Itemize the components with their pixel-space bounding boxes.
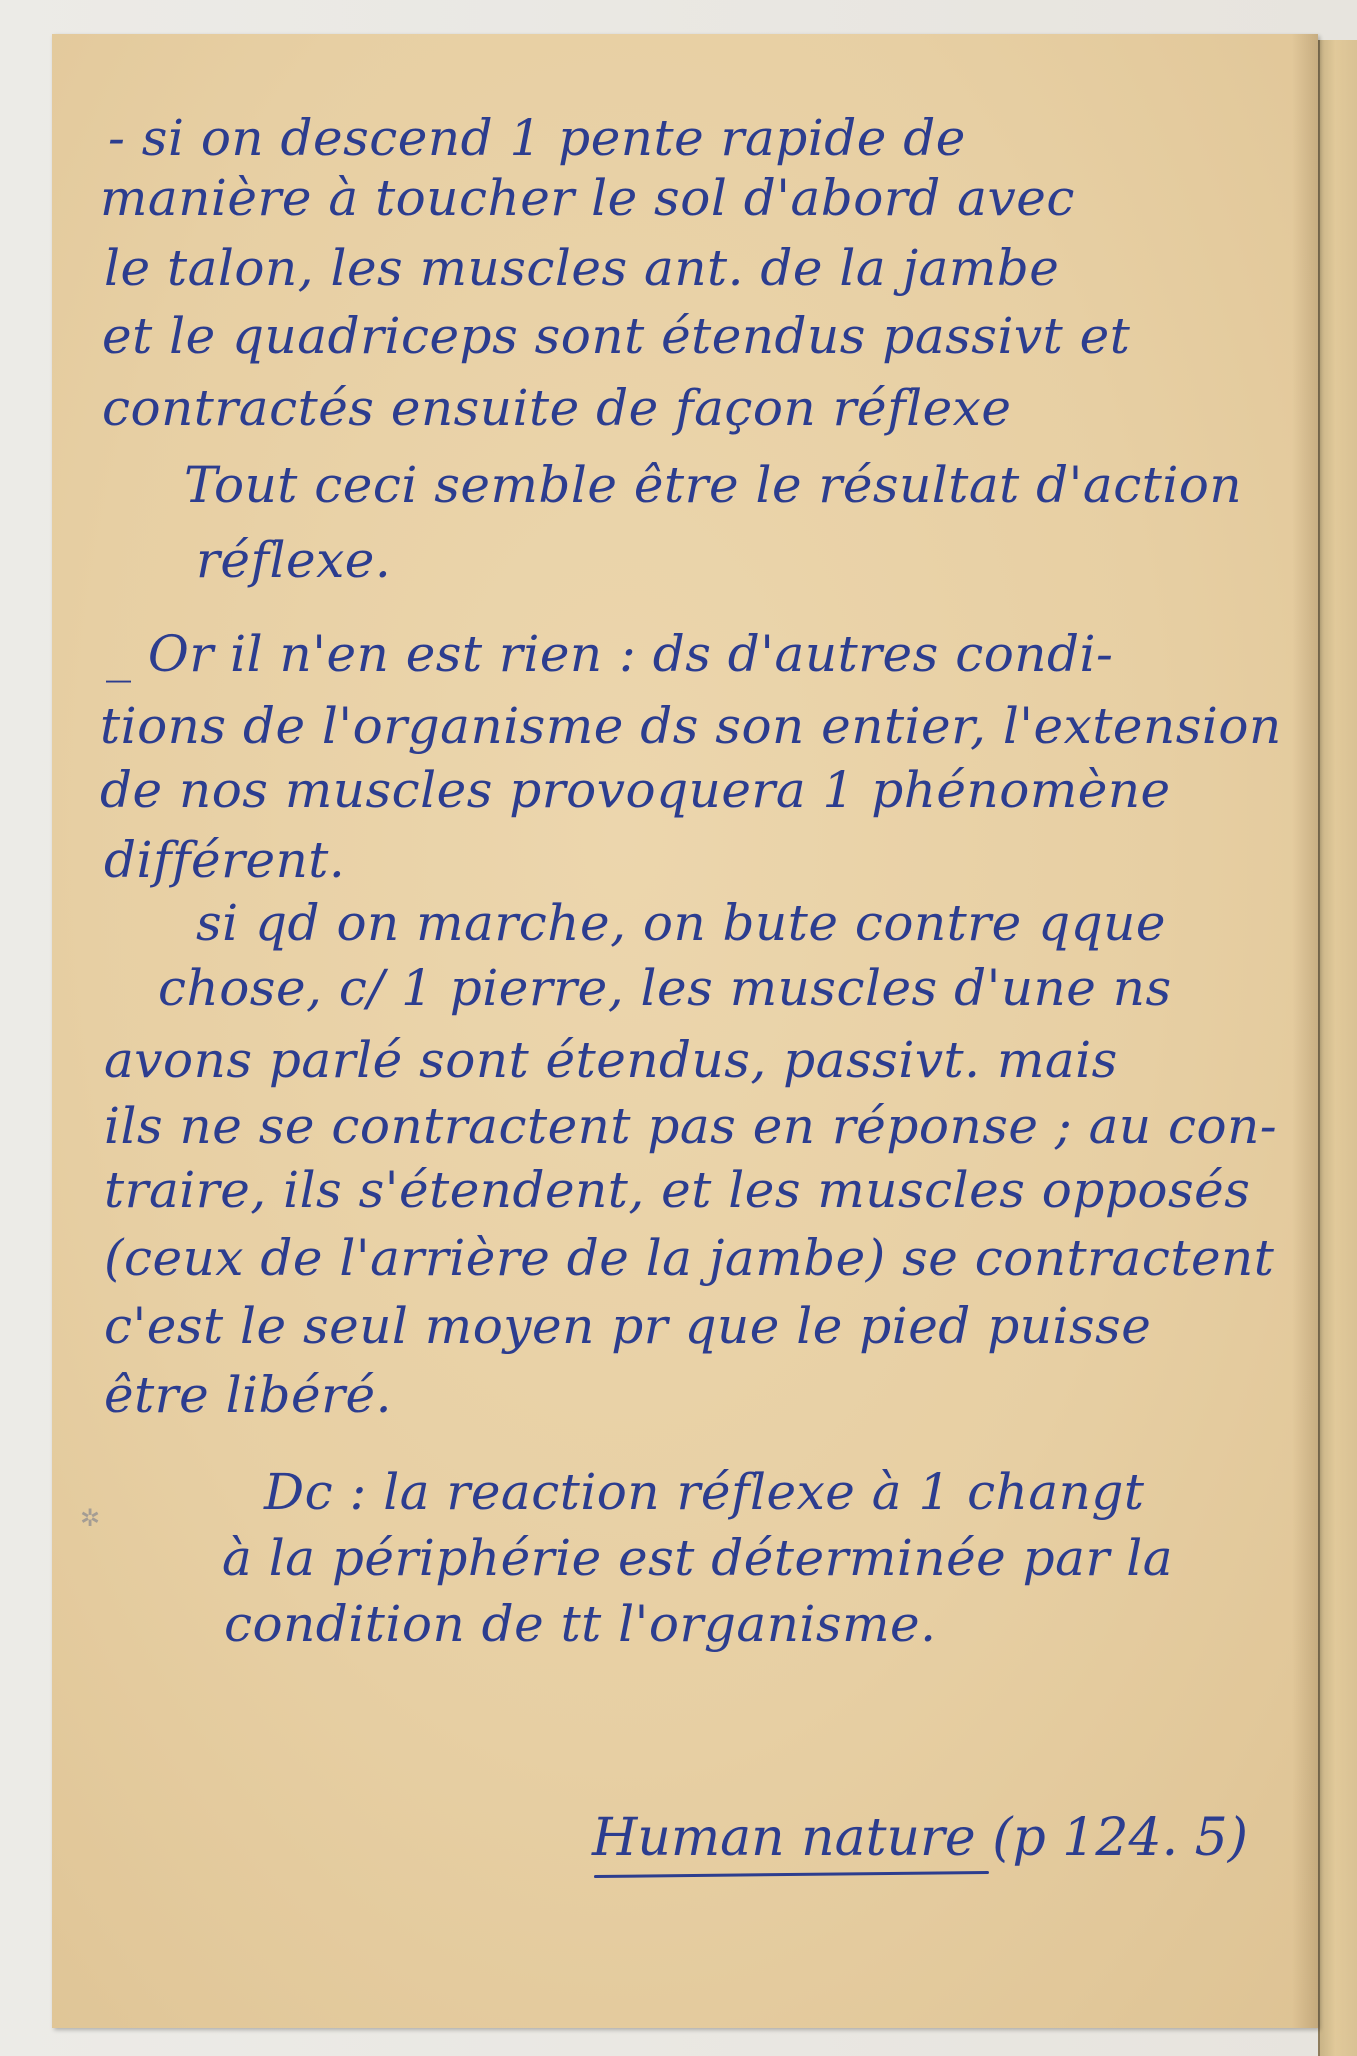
- manuscript-line-16: traire, ils s'étendent, et les muscles opposés: [104, 1161, 1251, 1219]
- manuscript-line-9: tions de l'organisme ds son entier, l'extension: [100, 697, 1282, 755]
- manuscript-line-7: réflexe.: [196, 531, 392, 589]
- manuscript-line-11: différent.: [104, 831, 346, 889]
- manuscript-line-1: - si on descend 1 pente rapide de: [108, 109, 966, 167]
- manuscript-line-13: chose, c/ 1 pierre, les muscles d'une ns: [158, 959, 1172, 1017]
- manuscript-line-8: _ Or il n'en est rien : ds d'autres condi-: [106, 625, 1114, 683]
- manuscript-line-10: de nos muscles provoquera 1 phénomène: [100, 761, 1171, 819]
- manuscript-line-6: Tout ceci semble être le résultat d'action: [184, 456, 1243, 514]
- adjacent-page-edge: [1318, 40, 1357, 2056]
- manuscript-line-5: contractés ensuite de façon réflexe: [102, 379, 1012, 437]
- manuscript-line-22: condition de tt l'organisme.: [224, 1595, 937, 1653]
- source-reference: Human nature (p 124. 5): [592, 1808, 1248, 1868]
- manuscript-line-15: ils ne se contractent pas en réponse ; au con-: [104, 1097, 1278, 1155]
- manuscript-line-17: (ceux de l'arrière de la jambe) se contractent: [104, 1229, 1275, 1287]
- page-shadow-edge: [1292, 34, 1318, 2028]
- manuscript-line-3: le talon, les muscles ant. de la jambe: [104, 239, 1060, 297]
- manuscript-line-21: à la périphérie est déterminée par la: [222, 1529, 1174, 1587]
- manuscript-line-14: avons parlé sont étendus, passivt. mais: [104, 1031, 1118, 1089]
- manuscript-line-12: si qd on marche, on bute contre qque: [196, 894, 1166, 952]
- manuscript-line-18: c'est le seul moyen pr que le pied puisse: [104, 1297, 1152, 1355]
- ink-smudge: ✲: [80, 1504, 101, 1532]
- manuscript-line-20: Dc : la reaction réflexe à 1 changt: [264, 1463, 1145, 1521]
- manuscript-line-2: manière à toucher le sol d'abord avec: [100, 169, 1075, 227]
- manuscript-line-19: être libéré.: [104, 1366, 393, 1424]
- manuscript-line-4: et le quadriceps sont étendus passivt et: [102, 307, 1131, 365]
